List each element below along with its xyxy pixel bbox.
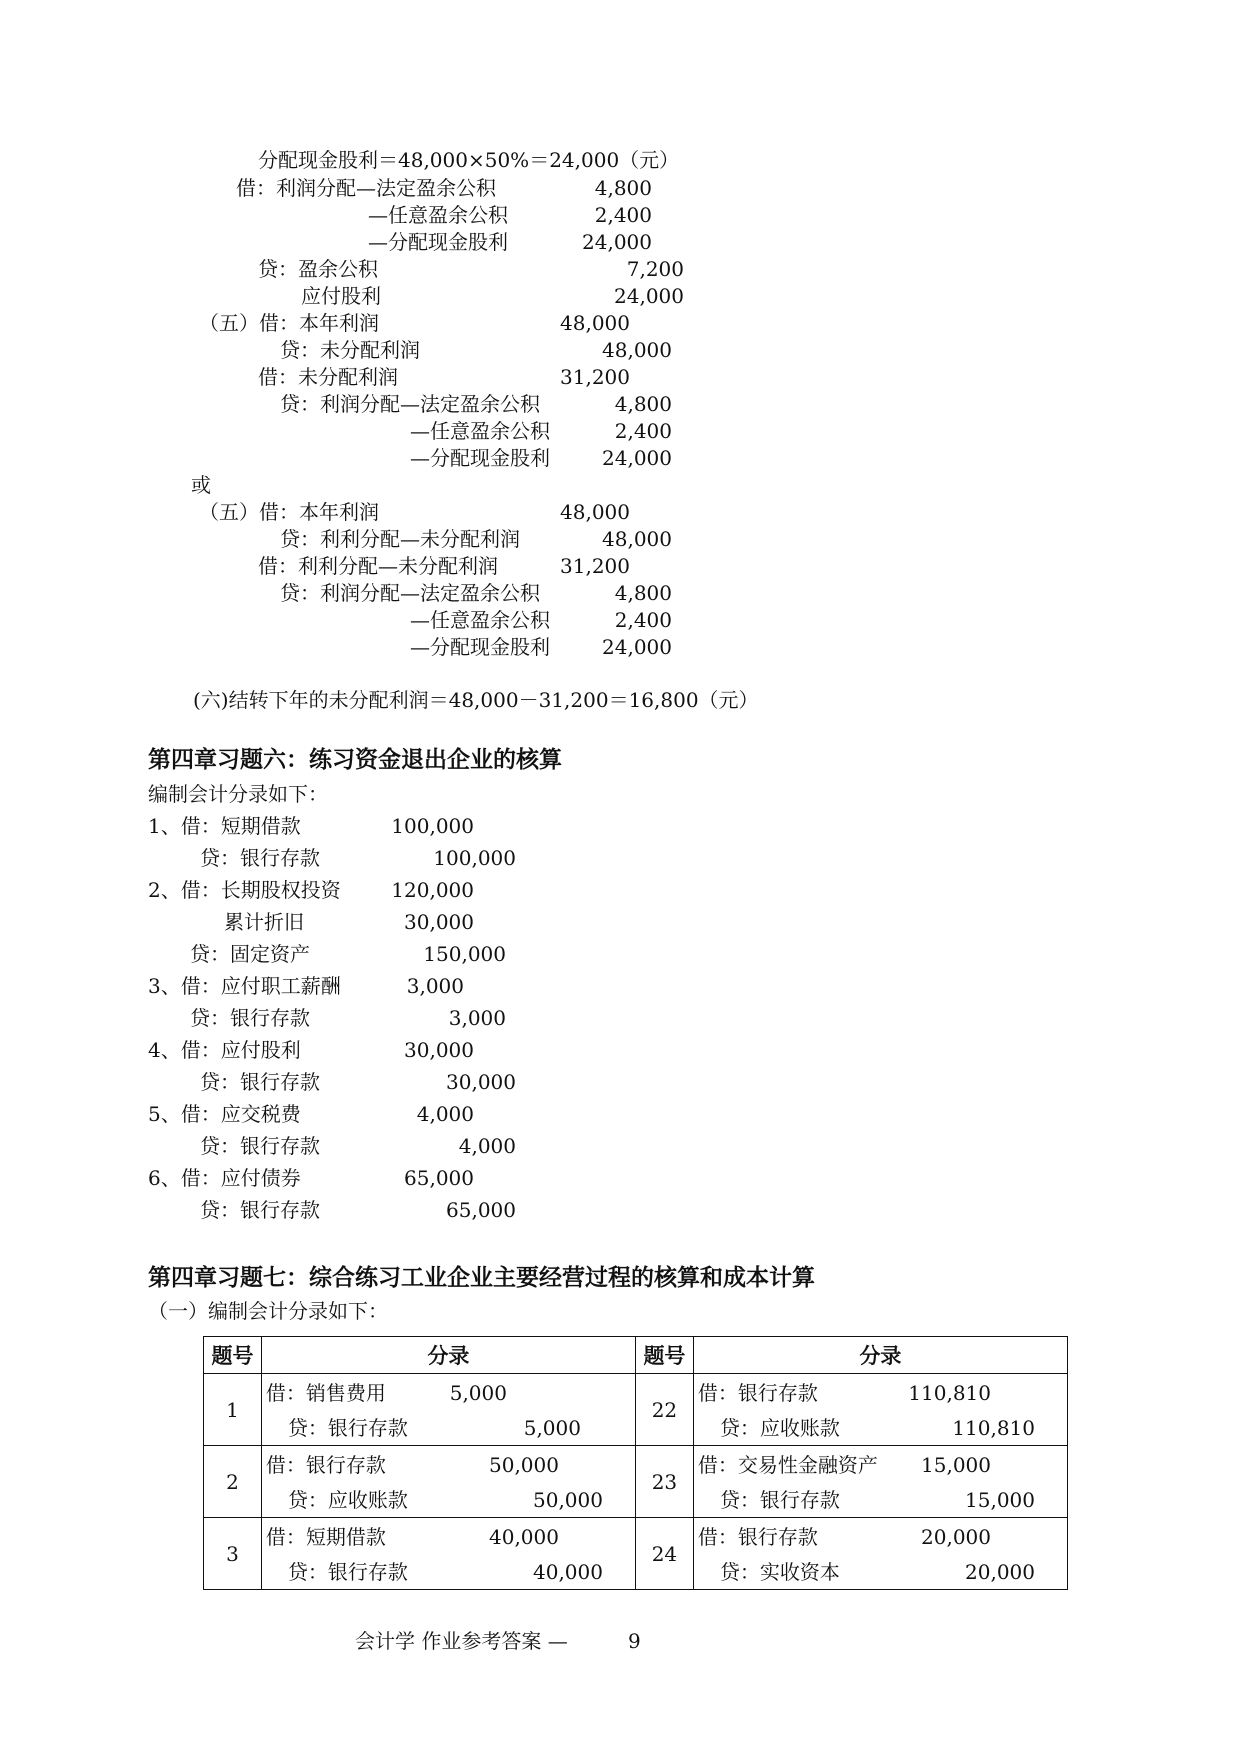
entry-amount: 30,000 (446, 1070, 516, 1094)
entry-line: 贷：银行存款 (200, 846, 320, 870)
table-row (204, 1446, 1068, 1518)
question-no: 22 (635, 1374, 693, 1446)
journal-line: 贷：未分配利润 (280, 338, 420, 362)
entry-amount: 120,000 (391, 878, 474, 902)
journal-amount: 24,000 (602, 446, 672, 470)
footer-title: 会计学 作业参考答案 — (355, 1629, 568, 1653)
journal-line: —分配现金股利 (410, 635, 550, 659)
table-row (204, 1374, 1068, 1446)
question-no: 1 (204, 1374, 262, 1446)
credit-amount: 50,000 (533, 1488, 603, 1512)
entry-line: 3、借：应付职工薪酬 (148, 974, 341, 998)
entry-line: 贷：银行存款 (200, 1070, 320, 1094)
credit-amount: 5,000 (523, 1416, 581, 1440)
entry-amount: 100,000 (433, 846, 516, 870)
credit-account: 贷：银行存款 (287, 1416, 408, 1440)
entry-amount: 100,000 (391, 814, 474, 838)
journal-amount: 2,400 (614, 608, 672, 632)
header-question-no: 题号 (635, 1337, 693, 1374)
debit-amount: 110,810 (908, 1381, 991, 1405)
journal-amount: 24,000 (582, 230, 652, 254)
header-entry: 分录 (693, 1337, 1067, 1374)
debit-amount: 50,000 (489, 1453, 559, 1477)
question-no: 24 (635, 1518, 693, 1590)
credit-account: 贷：应收账款 (287, 1488, 408, 1512)
question-no: 3 (204, 1518, 262, 1590)
entry-line: 5、借：应交税费 (148, 1102, 301, 1126)
credit-amount: 15,000 (965, 1488, 1035, 1512)
entry-line: 贷：固定资产 (190, 942, 310, 966)
journal-amount: 4,800 (614, 392, 672, 416)
journal-amount: 24,000 (602, 635, 672, 659)
entry-amount: 150,000 (423, 942, 506, 966)
carry-forward-line: (六)结转下年的未分配利润＝48,000－31,200＝16,800（元） (193, 688, 759, 712)
entry-amount: 65,000 (446, 1198, 516, 1222)
section-heading: 第四章习题七：综合练习工业企业主要经营过程的核算和成本计算 (148, 1265, 815, 1291)
entry-cell (693, 1518, 1067, 1590)
journal-amount: 2,400 (594, 203, 652, 227)
entry-cell (261, 1446, 635, 1518)
debit-amount: 5,000 (449, 1381, 507, 1405)
credit-account: 贷：应收账款 (719, 1416, 840, 1440)
journal-line: 借：利利分配—未分配利润 (258, 554, 498, 578)
journal-line: —分配现金股利 (410, 446, 550, 470)
entry-amount: 65,000 (404, 1166, 474, 1190)
journal-line: 应付股利 (301, 284, 381, 308)
debit-account: 借：交易性金融资产 (697, 1453, 878, 1477)
journal-amount: 48,000 (602, 338, 672, 362)
journal-line: 贷：利利分配—未分配利润 (280, 527, 520, 551)
journal-line: 贷：盈余公积 (258, 257, 378, 281)
journal-amount: 4,800 (594, 176, 652, 200)
journal-line: （五）借：本年利润 (199, 500, 379, 524)
debit-account: 借：银行存款 (697, 1381, 818, 1405)
section-heading: 第四章习题六：练习资金退出企业的核算 (148, 747, 562, 773)
section-intro: 编制会计分录如下： (148, 782, 328, 806)
entry-cell (693, 1446, 1067, 1518)
journal-amount: 31,200 (560, 554, 630, 578)
journal-line: 借：未分配利润 (258, 365, 398, 389)
entry-amount: 30,000 (404, 1038, 474, 1062)
entry-line: 4、借：应付股利 (148, 1038, 301, 1062)
debit-amount: 20,000 (921, 1525, 991, 1549)
journal-amount: 4,800 (614, 581, 672, 605)
entry-amount: 3,000 (406, 974, 464, 998)
credit-amount: 40,000 (533, 1560, 603, 1584)
entry-line: 贷：银行存款 (190, 1006, 310, 1030)
credit-account: 贷：实收资本 (719, 1560, 840, 1584)
journal-amount: 7,200 (626, 257, 684, 281)
credit-amount: 20,000 (965, 1560, 1035, 1584)
debit-account: 借：银行存款 (697, 1525, 818, 1549)
journal-line: 贷：利润分配—法定盈余公积 (280, 392, 540, 416)
journal-amount: 48,000 (560, 311, 630, 335)
credit-amount: 110,810 (952, 1416, 1035, 1440)
journal-line: —任意盈余公积 (410, 608, 550, 632)
table-row (204, 1518, 1068, 1590)
journal-line: 借：利润分配—法定盈余公积 (236, 176, 496, 200)
entry-amount: 30,000 (404, 910, 474, 934)
entry-line: 贷：银行存款 (200, 1134, 320, 1158)
journal-amount: 48,000 (602, 527, 672, 551)
debit-amount: 15,000 (921, 1453, 991, 1477)
question-no: 2 (204, 1446, 262, 1518)
journal-amount: 2,400 (614, 419, 672, 443)
question-no: 23 (635, 1446, 693, 1518)
entry-cell (261, 1518, 635, 1590)
entry-line: 2、借：长期股权投资 (148, 878, 341, 902)
entry-amount: 4,000 (458, 1134, 516, 1158)
header-question-no: 题号 (204, 1337, 262, 1374)
credit-account: 贷：银行存款 (719, 1488, 840, 1512)
entry-line: 累计折旧 (224, 910, 304, 934)
formula-line: 分配现金股利＝48,000×50%＝24,000（元） (258, 148, 680, 172)
credit-account: 贷：银行存款 (287, 1560, 408, 1584)
journal-line: —任意盈余公积 (368, 203, 508, 227)
entry-cell (261, 1374, 635, 1446)
header-entry: 分录 (261, 1337, 635, 1374)
journal-entry-table (203, 1336, 1068, 1590)
debit-amount: 40,000 (489, 1525, 559, 1549)
journal-line: （五）借：本年利润 (199, 311, 379, 335)
journal-line: —任意盈余公积 (410, 419, 550, 443)
entry-line: 1、借：短期借款 (148, 814, 301, 838)
journal-line: —分配现金股利 (368, 230, 508, 254)
debit-account: 借：销售费用 (265, 1381, 386, 1405)
entry-amount: 4,000 (416, 1102, 474, 1126)
entry-cell (693, 1374, 1067, 1446)
section-intro: （一）编制会计分录如下： (148, 1299, 388, 1323)
entry-amount: 3,000 (448, 1006, 506, 1030)
page-number: 9 (628, 1629, 641, 1653)
table-header-row (204, 1337, 1068, 1374)
entry-line: 贷：银行存款 (200, 1198, 320, 1222)
or-label: 或 (191, 473, 211, 497)
journal-amount: 48,000 (560, 500, 630, 524)
journal-line: 贷：利润分配—法定盈余公积 (280, 581, 540, 605)
debit-account: 借：短期借款 (265, 1525, 386, 1549)
debit-account: 借：银行存款 (265, 1453, 386, 1477)
entry-line: 6、借：应付债券 (148, 1166, 301, 1190)
journal-amount: 24,000 (614, 284, 684, 308)
journal-amount: 31,200 (560, 365, 630, 389)
